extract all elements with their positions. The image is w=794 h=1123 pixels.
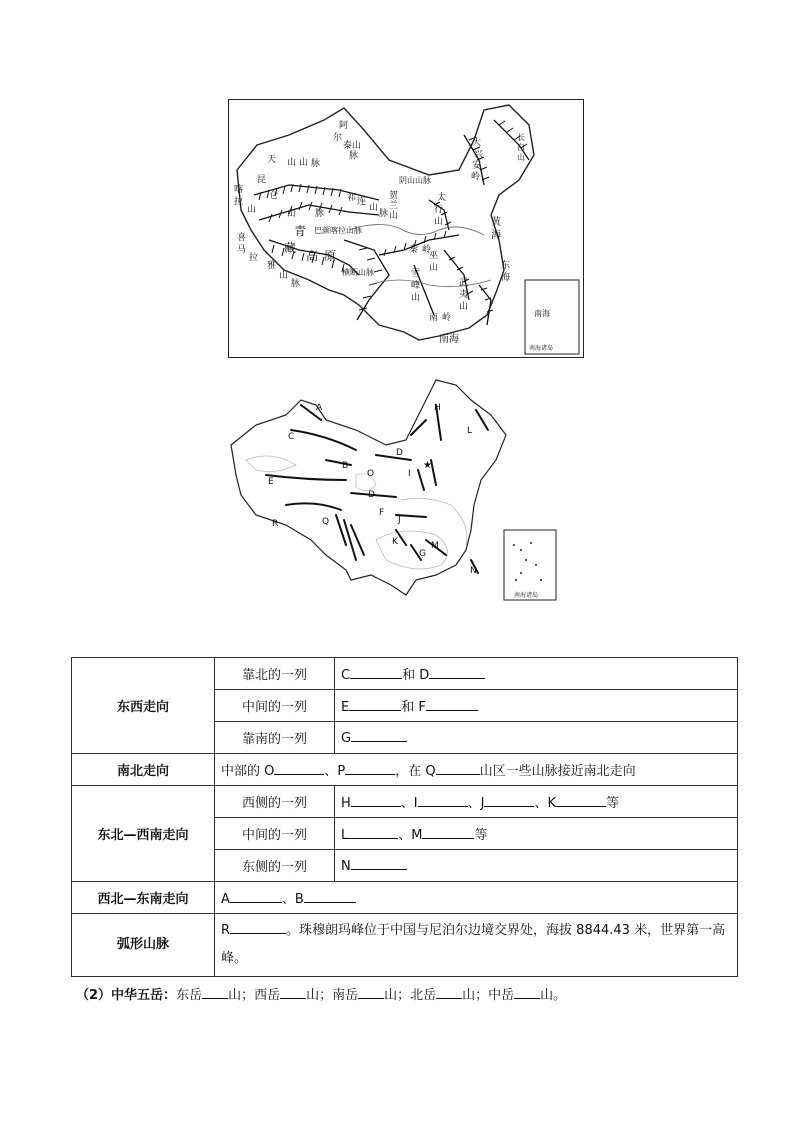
label-hima-6: 脉: [291, 279, 301, 289]
sub-nesw-east: 东侧的一列: [215, 850, 335, 882]
category-nesw: 东北—西南走向: [72, 786, 215, 882]
table-row: [72, 882, 738, 914]
china-mountains-map: [228, 99, 584, 358]
blank-F[interactable]: [426, 698, 478, 711]
label-xuefeng-1: 雪: [411, 269, 421, 279]
blank-B[interactable]: [304, 890, 356, 903]
label-dxal-1: 大: [472, 138, 482, 148]
table-row: [72, 914, 738, 977]
label-kara-4: 仑: [269, 191, 279, 201]
label-taihang-3: 山: [434, 217, 444, 227]
label-yinshan: 阴山山脉: [399, 176, 431, 185]
blank-beiyue[interactable]: [436, 986, 462, 999]
blank-dongyue[interactable]: [202, 986, 228, 999]
label-wushan-1: 巫: [429, 251, 439, 261]
star-marker: ★: [423, 460, 432, 471]
blank-Q[interactable]: [436, 762, 480, 775]
blank-P[interactable]: [345, 762, 395, 775]
label-nanhai: 南海: [439, 334, 459, 345]
letter-R: R: [272, 519, 279, 529]
sub-nesw-middle: 中间的一列: [215, 818, 335, 850]
answer-ew-south: G: [335, 722, 738, 754]
blank-M[interactable]: [422, 826, 474, 839]
mountains-map-svg: [229, 100, 582, 356]
label-hima-2: 马: [237, 245, 247, 255]
label-hima-1: 喜: [237, 233, 247, 243]
blank-H[interactable]: [351, 794, 401, 807]
letter-K: K: [392, 537, 398, 547]
label-helan-2: 兰: [389, 201, 399, 211]
five-mountains-question: （2）中华五岳：东岳 山；西岳 山；南岳 山；北岳 山；中岳 山。: [76, 988, 567, 1003]
label-qinling-2: 岭: [422, 245, 432, 255]
label-tianshan-shan1: 山: [287, 158, 297, 168]
letter-J: J: [398, 515, 401, 525]
letter-L: L: [467, 426, 473, 436]
label-wuyi-3: 山: [459, 302, 469, 312]
letter-Q: Q: [322, 517, 330, 527]
answer-ns: 中部的 O 、P ，在 Q 山区一些山脉接近南北走向: [215, 754, 738, 786]
lettered-map-svg: [226, 375, 572, 605]
letter-D: D: [396, 448, 403, 458]
blank-nanyue[interactable]: [358, 986, 384, 999]
letter-C: C: [288, 432, 295, 442]
sub-ew-middle: 中间的一列: [215, 690, 335, 722]
label-qilian-4: 脉: [379, 209, 389, 219]
sub-nesw-west: 西侧的一列: [215, 786, 335, 818]
letter-F: F: [379, 508, 385, 518]
label-nanling-2: 岭: [442, 313, 452, 323]
label-hai: 海: [491, 230, 501, 241]
inset-caption-2: 南海诸岛: [514, 592, 539, 599]
label-changbai-2: 白: [517, 143, 525, 152]
letter-E: E: [268, 477, 274, 487]
label-kunlun-2: 脉: [315, 209, 325, 219]
china-outline-2: [231, 380, 506, 595]
label-helan-3: 山: [389, 211, 399, 221]
label-yuan: 原: [324, 249, 337, 263]
answer-nesw-east: N: [335, 850, 738, 882]
label-xuefeng-3: 山: [411, 293, 421, 303]
label-hengduan: 横断山脉: [342, 268, 374, 277]
question-number: （2）中华五岳：: [76, 988, 177, 1003]
label-hima-3: 拉: [249, 253, 259, 263]
label-changbai-1: 长: [517, 133, 525, 142]
answer-nesw-middle: L 、M 等: [335, 818, 738, 850]
blank-L[interactable]: [348, 826, 398, 839]
label-nanling-1: 南: [429, 313, 439, 323]
blank-E[interactable]: [349, 698, 401, 711]
label-qilian-1: 祁: [347, 193, 357, 203]
label-wushan-2: 山: [429, 263, 439, 273]
label-kunlun-1: 山: [287, 209, 297, 219]
label-hima-5: 山: [279, 271, 289, 281]
blank-C[interactable]: [350, 666, 402, 679]
label-qilian-2: 连: [357, 197, 367, 207]
mountains-direction-table: [71, 657, 738, 977]
label-altai-1: 阿: [339, 121, 349, 131]
label-kara-2: 拉: [234, 197, 244, 207]
label-altai-5: 脉: [349, 151, 359, 161]
blank-N[interactable]: [351, 857, 407, 870]
label-zang: 藏: [284, 241, 297, 255]
label-taihang-1: 太: [437, 193, 447, 203]
inset-sea-label: 南海: [534, 309, 550, 318]
letter-H: H: [434, 403, 441, 413]
category-nwse: 西北—东南走向: [72, 882, 215, 914]
label-gao: 高: [306, 249, 319, 263]
label-qing: 青: [294, 224, 307, 238]
label-tianshan-mai: 脉: [311, 159, 321, 169]
lettered-mountains-map: [226, 375, 572, 605]
label-donghai-hai: 海: [501, 273, 511, 283]
table-row: [72, 786, 738, 818]
label-bayan: 巴颜喀拉山脉: [314, 226, 362, 235]
sub-ew-south: 靠南的一列: [215, 722, 335, 754]
blank-O[interactable]: [274, 762, 324, 775]
table-row: [72, 658, 738, 690]
category-ns: 南北走向: [72, 754, 215, 786]
blank-R[interactable]: [230, 921, 286, 934]
label-kara-1: 喀: [234, 185, 244, 195]
label-qinling-1: 秦: [409, 245, 419, 255]
blank-xiyue[interactable]: [280, 986, 306, 999]
letter-N: N: [470, 566, 477, 576]
letter-O: O: [367, 469, 375, 479]
category-ew: 东西走向: [72, 658, 215, 754]
letter-I: I: [408, 469, 411, 479]
label-altai-2: 尔: [333, 133, 343, 143]
label-qilian-3: 山: [369, 203, 379, 213]
label-dxal-4: 岭: [471, 172, 481, 182]
answer-arc: R 。珠穆朗玛峰位于中国与尼泊尔边境交界处，海拔 8844.43 米，世界第一高峰。: [215, 914, 738, 977]
label-huang: 黄: [491, 217, 501, 228]
letter-B: B: [342, 461, 349, 471]
label-xuefeng-2: 峰: [411, 281, 421, 291]
label-wuyi-2: 夷: [459, 290, 469, 300]
blank-G[interactable]: [351, 729, 407, 742]
blank-I[interactable]: [418, 794, 468, 807]
blank-zhongyue[interactable]: [514, 986, 540, 999]
letter-M: M: [431, 541, 439, 551]
sub-ew-north: 靠北的一列: [215, 658, 335, 690]
label-dxal-3: 安: [472, 161, 482, 171]
blank-J[interactable]: [484, 794, 534, 807]
label-dong: 东: [501, 261, 511, 271]
china-outline: [237, 105, 534, 340]
letter-G: G: [419, 549, 426, 559]
label-changbai-3: 山: [517, 153, 525, 162]
answer-nwse: A 、B: [215, 882, 738, 914]
label-tianshan-shan2: 山: [299, 158, 309, 168]
label-kara-3: 昆: [257, 175, 267, 185]
blank-K[interactable]: [556, 794, 606, 807]
label-wuyi-1: 武: [459, 278, 469, 288]
label-kara-5: 山: [247, 205, 257, 215]
label-altai-3: 泰: [343, 141, 353, 151]
answer-ew-middle: E 和 F: [335, 690, 738, 722]
letter-D2: D: [368, 490, 375, 500]
label-tian: 天: [267, 155, 277, 165]
category-arc: 弧形山脉: [72, 914, 215, 977]
blank-D[interactable]: [429, 666, 485, 679]
blank-A[interactable]: [230, 890, 282, 903]
letter-A: A: [316, 403, 323, 413]
inset-caption: 南海诸岛: [529, 345, 554, 352]
label-hima-4: 雅: [267, 261, 277, 271]
label-dxal-2: 兴: [474, 150, 484, 160]
answer-nesw-west: H 、I 、J 、K 等: [335, 786, 738, 818]
label-altai-4: 山: [352, 141, 362, 151]
label-helan-1: 贺: [389, 191, 399, 201]
answer-ew-north: C 和 D: [335, 658, 738, 690]
table-row: [72, 754, 738, 786]
label-taihang-2: 行: [434, 205, 444, 215]
